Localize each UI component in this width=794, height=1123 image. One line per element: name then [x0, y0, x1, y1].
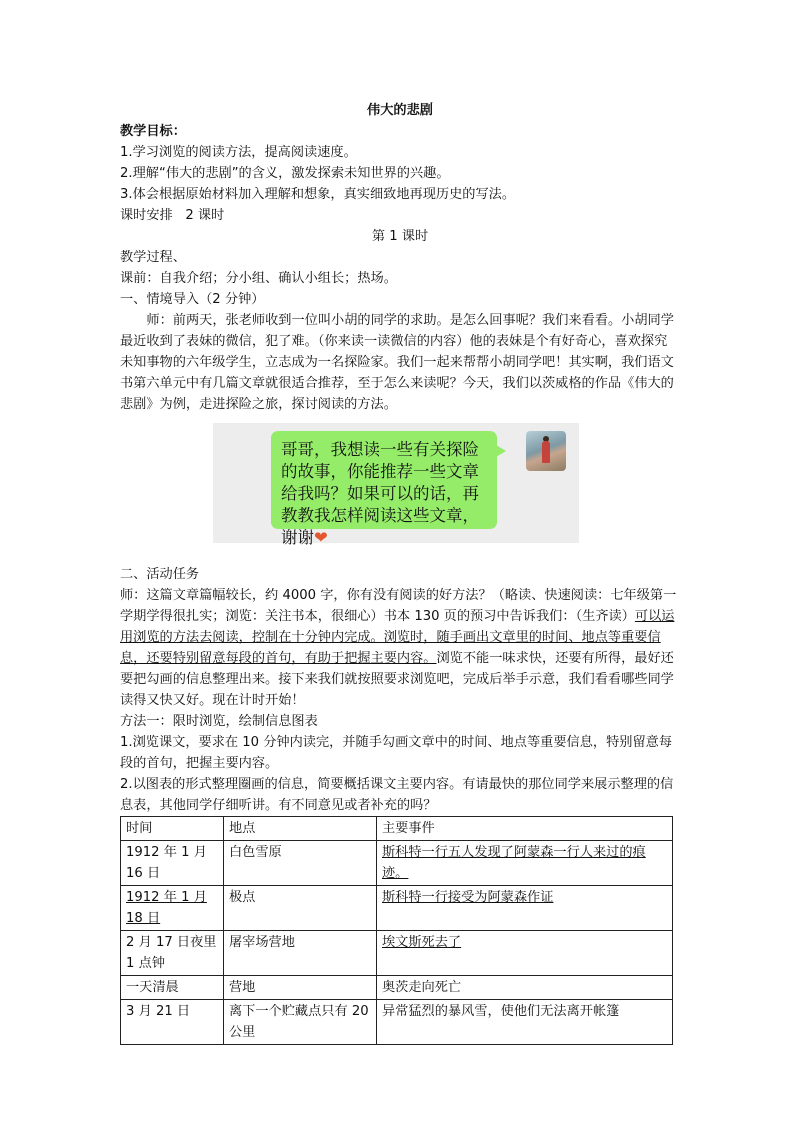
section1-paragraph: 师：前两天，张老师收到一位叫小胡的同学的求助。是怎么回事呢？我们来看看。小胡同学最近收到了表妹的微信，犯了难。（你来读一读微信的内容）他的表妹是个有好奇心，喜欢探究未知事物的六年级学生，立志成为一名探险家。我们一起来帮帮小胡同学吧！其实啊，我们语文书第六单元中有几篇文章就很适合推荐，至于怎么来读呢？今天，我们以茨威格的作品《伟大的悲剧》为例，走进探险之旅，探讨阅读的方法。 — [120, 313, 674, 412]
chat-bubble — [271, 431, 497, 547]
section2-paragraph — [120, 585, 680, 711]
table-header-row — [121, 817, 673, 841]
table-cell-event: 埃文斯死去了 — [377, 931, 673, 976]
step2: 2.以图表的形式整理圈画的信息，简要概括课文主要内容。有请最快的那位同学来展示整理的信息表，其他同学仔细听讲。有不同意见或者补充的吗？ — [120, 777, 674, 813]
table-header: 主要事件 — [377, 817, 673, 841]
section2-underlined: 可以运用浏览的方法去阅读，控制在十分钟内完成。浏览时，随手画出文章里的时间、地点等重要信息，还要特别留意每段的首句，有助于把握主要内容。 — [120, 609, 675, 666]
table-row — [121, 886, 673, 931]
table-row — [121, 1000, 673, 1045]
goal-item: 2.理解“伟大的悲剧”的含义，激发探索未知世界的兴趣。 — [120, 166, 450, 181]
page-title: 伟大的悲剧 — [367, 103, 433, 118]
table-cell-time: 一天清晨 — [121, 976, 224, 1000]
table-cell-event: 异常猛烈的暴风雪，使他们无法离开帐篷 — [377, 1000, 673, 1045]
section2-heading: 二、活动任务 — [120, 567, 200, 582]
goals-heading: 教学目标： — [120, 124, 186, 139]
info-table — [120, 816, 673, 1045]
table-cell-time: 1912 年 1 月 18 日 — [121, 886, 224, 931]
table-cell-place: 白色雪原 — [224, 841, 377, 886]
table-cell-time: 2 月 17 日夜里 1 点钟 — [121, 931, 224, 976]
table-cell-place: 屠宰场营地 — [224, 931, 377, 976]
spacer — [120, 543, 680, 564]
table-cell-event: 斯科特一行五人发现了阿蒙森一行人来过的痕迹。 — [377, 841, 673, 886]
section2-text-b: 浏览不能一味求快，还要有所得，最好还要把勾画的信息整理出来。接下来我们就按照要求浏览吧，完成后举手示意，我们看看哪些同学读得又快又好。现在计时开始！ — [120, 651, 674, 708]
wechat-screenshot — [213, 423, 579, 547]
chat-message: 哥哥，我想读一些有关探险的故事，你能推荐一些文章给我吗？如果可以的话，再教教我怎样阅读这些文章，谢谢 — [281, 440, 479, 547]
schedule-line: 课时安排 2 课时 — [120, 208, 225, 223]
table-row — [121, 976, 673, 1000]
pre-class-line: 课前：自我介绍；分小组、确认小组长；热场。 — [120, 271, 397, 286]
avatar-figure — [542, 441, 550, 463]
section1-heading: 一、情境导入（2 分钟） — [120, 292, 265, 307]
lesson-label: 第 1 课时 — [371, 229, 429, 244]
table-row — [121, 931, 673, 976]
process-heading: 教学过程、 — [120, 250, 186, 265]
section2-text-a: 师：这篇文章篇幅较长，约 4000 字，你有没有阅读的好方法？（略读、快速阅读：七年级第一学期学得很扎实；浏览：关注书本，很细心）书本 130 页的预习中告诉我们：（生齐读） — [120, 588, 677, 624]
table-cell-place: 营地 — [224, 976, 377, 1000]
table-header: 时间 — [121, 817, 224, 841]
table-cell-time: 3 月 21 日 — [121, 1000, 224, 1045]
table-cell-event: 奥茨走向死亡 — [377, 976, 673, 1000]
document-page — [120, 100, 680, 1045]
avatar — [526, 431, 566, 471]
table-cell-event: 斯科特一行接受为阿蒙森作证 — [377, 886, 673, 931]
table-cell-place: 离下一个贮藏点只有 20 公里 — [224, 1000, 377, 1045]
method1-heading: 方法一：限时浏览，绘制信息图表 — [120, 714, 318, 729]
heart-icon: ❤ — [314, 528, 328, 547]
goal-item: 1.学习浏览的阅读方法，提高阅读速度。 — [120, 145, 357, 160]
goal-item: 3.体会根据原始材料加入理解和想象，真实细致地再现历史的写法。 — [120, 187, 516, 202]
table-row — [121, 841, 673, 886]
step1: 1.浏览课文，要求在 10 分钟内读完，并随手勾画文章中的时间、地点等重要信息，特别留意每段的首句，把握主要内容。 — [120, 735, 673, 771]
table-cell-time: 1912 年 1 月 16 日 — [121, 841, 224, 886]
table-header: 地点 — [224, 817, 377, 841]
table-cell-place: 极点 — [224, 886, 377, 931]
